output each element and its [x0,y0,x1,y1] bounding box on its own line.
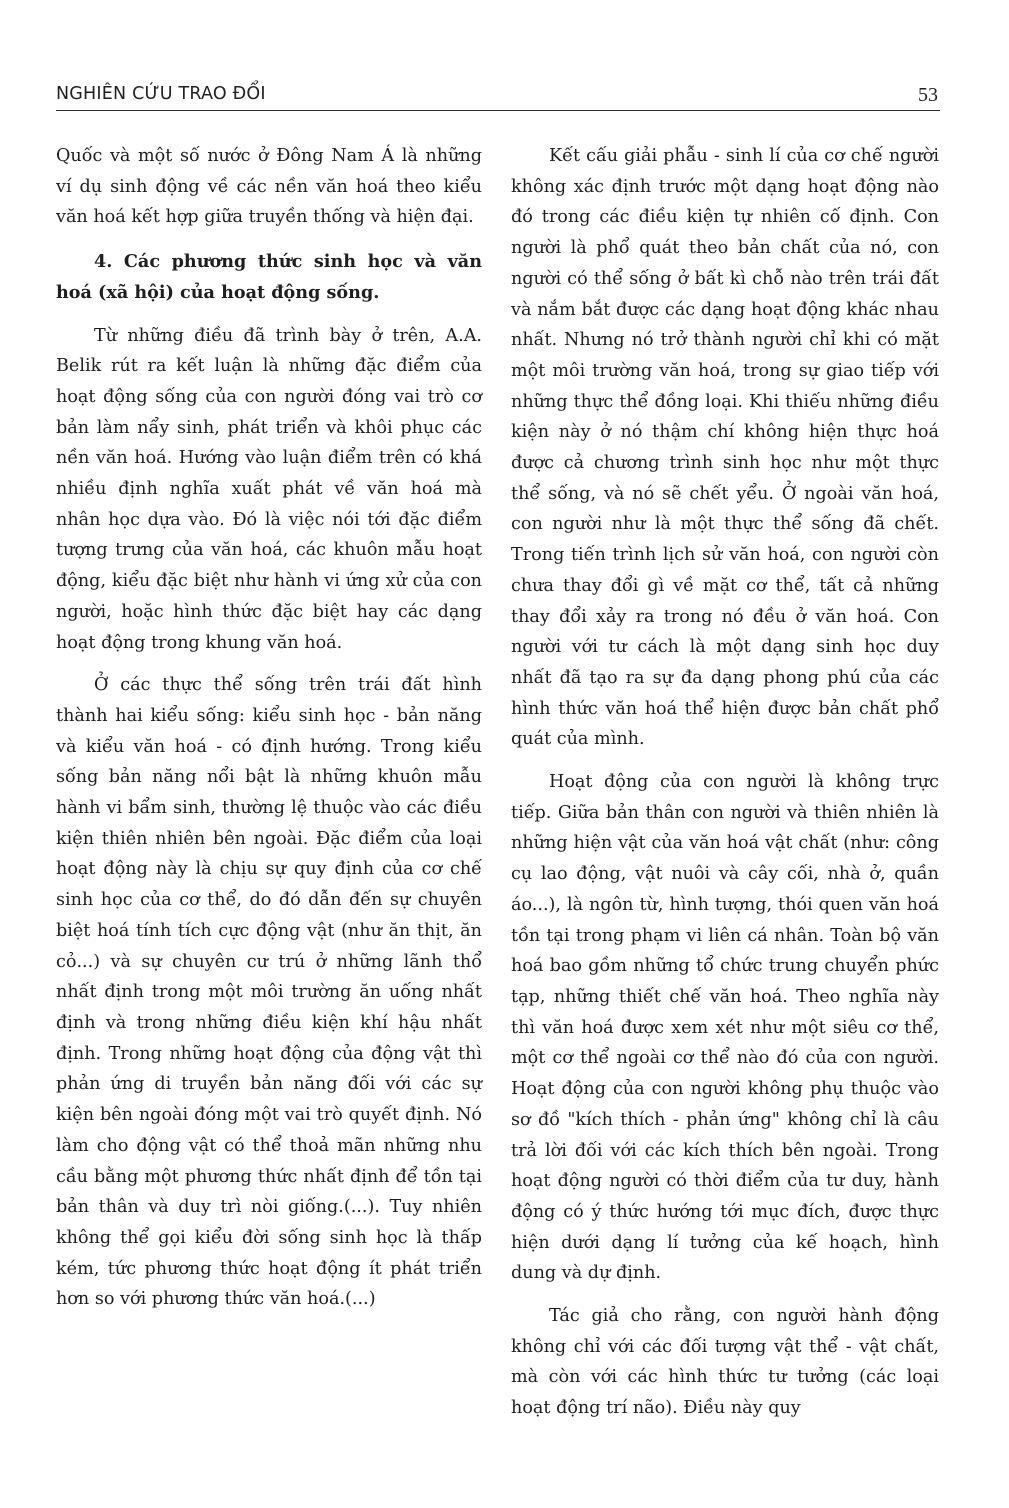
right-column [511,141,939,1424]
section-heading: 4. Các phương thức sinh học và văn hoá (xã hội) của hoạt động sống. [56,251,482,303]
paragraph: Ở các thực thể sống trên trái đất hình thành hai kiểu sống: kiểu sinh học - bản năng và kiểu văn hoá - có định hướng. Trong kiểu sống bản năng nổi bật là những khuôn mẫu hành vi bẩm sinh, thường lệ thuộc vào các điều kiện thiên nhiên bên ngoài. Đặc điểm của loại hoạt động này là chịu sự quy định của cơ chế sinh học của cơ thể, do đó dẫn đến sự chuyên biệt hoá tính tích cực động vật (như ăn thịt, ăn cỏ...) và sự chuyên cư trú ở những lãnh thổ nhất định trong một môi trường ăn uống nhất định và trong những điều kiện khí hậu nhất định. Trong những hoạt động của động vật thì phản ứng di truyền bản năng đối với các sự kiện bên ngoài đóng một vai trò quyết định. Nó làm cho động vật có thể thoả mãn những nhu cầu bằng một phương thức nhất định để tồn tại bản thân và duy trì nòi giống.(...). Tuy nhiên không thể gọi kiểu đời sống sinh học là thấp kém, tức phương thức hoạt động ít phát triển hơn so với phương thức văn hoá.(...) [56,675,482,1310]
page-header [56,84,938,110]
left-column [56,141,482,1315]
header-divider [56,110,940,111]
paragraph: Tác giả cho rằng, con người hành động không chỉ với các đối tượng vật thể - vật chất, mà còn với các hình thức tư tưởng (các loại hoạt động trí não). Điều này quy [511,1306,939,1419]
paragraph-continuation: Quốc và một số nước ở Đông Nam Á là những ví dụ sinh động về các nền văn hoá theo kiểu văn hoá kết hợp giữa truyền thống và hiện đại. [56,146,482,228]
journal-section-title: NGHIÊN CỨU TRAO ĐỔI [56,84,266,104]
page-number: 53 [918,84,938,106]
paragraph: Kết cấu giải phẫu - sinh lí của cơ chế người không xác định trước một dạng hoạt động nào đó trong các điều kiện tự nhiên cố định. Con người là phổ quát theo bản chất của nó, con người có thể sống ở bất kì chỗ nào trên trái đất và nắm bắt được các dạng hoạt động khác nhau nhất. Nhưng nó trở thành người chỉ khi có mặt một môi trường văn hoá, trong sự giao tiếp với những thực thể đồng loại. Khi thiếu những điều kiện này ở nó thậm chí không hiện thực hoá được cả chương trình sinh học như một thực thể sống, và nó sẽ chết yểu. Ở ngoài văn hoá, con người như là một thực thể sống đã chết. Trong tiến trình lịch sử văn hoá, con người còn chưa thay đổi gì về mặt cơ thể, tất cả những thay đổi xảy ra trong nó đều ở văn hoá. Con người với tư cách là một dạng sinh học duy nhất đã tạo ra sự đa dạng phong phú của các hình thức văn hoá thể hiện được bản chất phổ quát của mình. [511,146,939,750]
paragraph: Hoạt động của con người là không trực tiếp. Giữa bản thân con người và thiên nhiên là những hiện vật của văn hoá vật chất (như: công cụ lao động, vật nuôi và cây cối, nhà ở, quần áo...), là ngôn từ, hình tượng, thói quen văn hoá tồn tại trong phạm vi liên cá nhân. Toàn bộ văn hoá bao gồm những tổ chức trung chuyển phức tạp, những thiết chế văn hoá. Theo nghĩa này thì văn hoá được xem xét như một siêu cơ thể, một cơ thể ngoài cơ thể nào đó của con người. Hoạt động của con người không phụ thuộc vào sơ đồ "kích thích - phản ứng" không chỉ là câu trả lời đối với các kích thích bên ngoài. Trong hoạt động người có thời điểm của tư duy, hành động có ý thức hướng tới mục đích, được thực hiện dưới dạng lí tưởng của kế hoạch, hình dung và dự định. [511,772,939,1284]
paragraph: Từ những điều đã trình bày ở trên, A.A. Belik rút ra kết luận là những đặc điểm của hoạt động sống của con người đóng vai trò cơ bản làm nẩy sinh, phát triển và khôi phục các nền văn hoá. Hướng vào luận điểm trên có khá nhiều định nghĩa xuất phát về văn hoá mà nhân học dựa vào. Đó là việc nói tới đặc điểm tượng trưng của văn hoá, các khuôn mẫu hoạt động, kiểu đặc biệt như hành vi ứng xử của con người, hoặc hình thức đặc biệt hay các dạng hoạt động trong khung văn hoá. [56,325,482,653]
